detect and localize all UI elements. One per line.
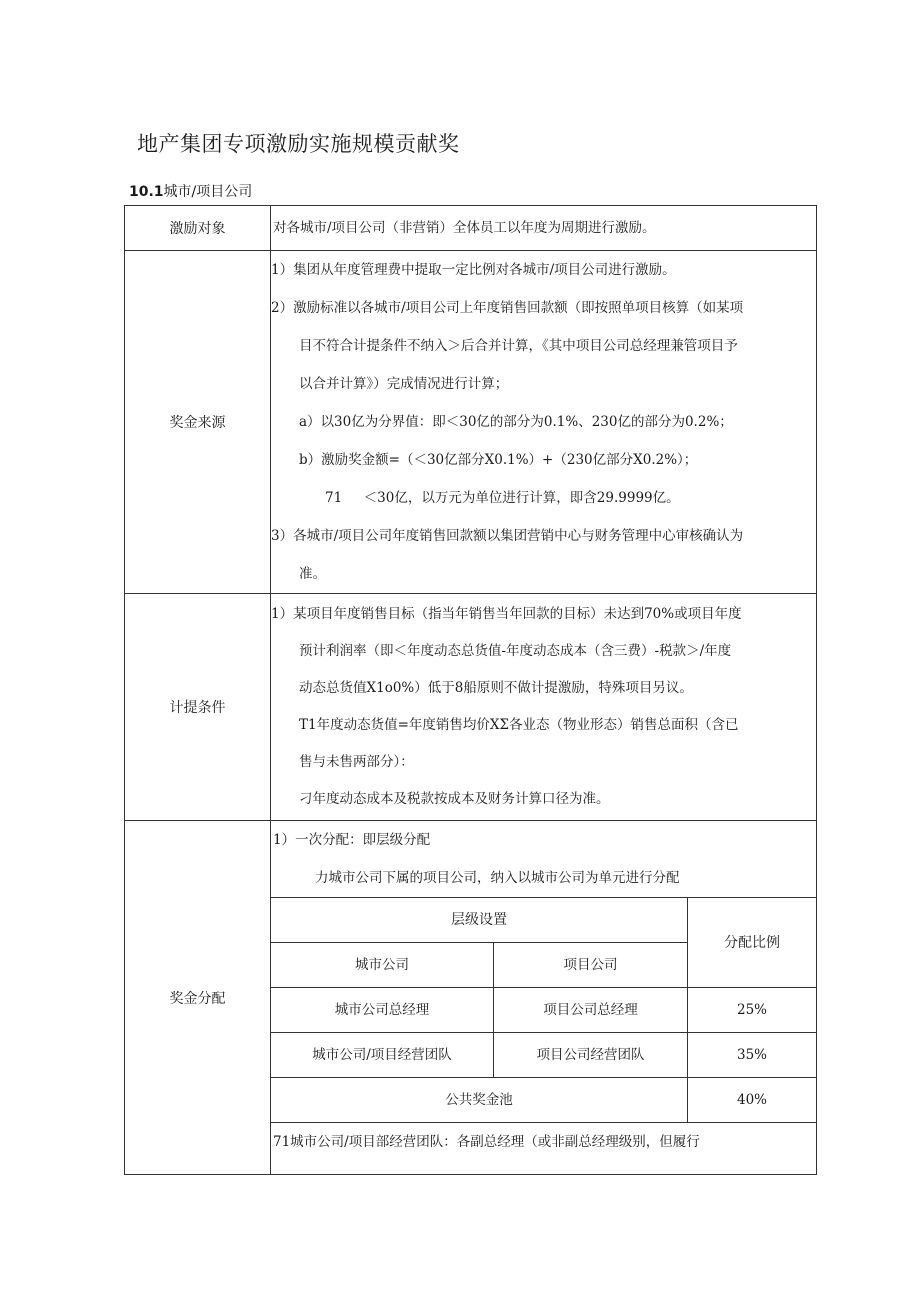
distribution-line: 力城市公司下属的项目公司，纳入以城市公司为单元进行分配 (315, 870, 680, 886)
condition-line: 预计利润率（即＜年度动态总货值-年度动态成本（含三费）-税款＞/年度 (299, 643, 732, 659)
label-target: 激励对象 (125, 206, 271, 251)
distribution-line: 1）一次分配：即层级分配 (273, 832, 431, 848)
content-distribution (271, 821, 817, 1175)
document-title: 地产集团专项激励实施规模贡献奖 (137, 132, 460, 156)
table-row (271, 1078, 816, 1123)
city-role: 城市公司/项目经营团队 (271, 1033, 494, 1078)
condition-line: 刁年度动态成本及税款按成本及财务计算口径为准。 (299, 791, 610, 807)
label-distribution: 奖金分配 (125, 821, 271, 1175)
condition-line: 动态总货值X1o0%）低于8船原则不做计提激励，特殊项目另议。 (299, 680, 693, 696)
label-source: 奖金来源 (125, 251, 271, 594)
target-text: 对各城市/项目公司（非营销）全体员工以年度为周期进行激励。 (273, 220, 656, 236)
header-project: 项目公司 (494, 943, 688, 988)
incentive-table (124, 205, 817, 1175)
table-row (271, 1033, 816, 1078)
header-city: 城市公司 (271, 943, 494, 988)
source-line: 1）集团从年度管理费中提取一定比例对各城市/项目公司进行激励。 (271, 262, 676, 278)
row-distribution (125, 821, 817, 1175)
header-ratio: 分配比例 (688, 898, 817, 988)
row-source (125, 251, 817, 594)
section-number: 10.1 (129, 184, 164, 200)
section-name: 城市/项目公司 (163, 184, 253, 200)
project-role: 项目公司经营团队 (494, 1033, 688, 1078)
distribution-footer: 71城市公司/项目部经营团队：各副总经理（或非副总经理级别，但履行 (273, 1134, 700, 1150)
condition-line: 售与未售两部分）： (299, 754, 414, 770)
header-level: 层级设置 (271, 898, 688, 943)
content-target (271, 206, 817, 251)
pool-ratio: 40% (688, 1078, 817, 1123)
row-target (125, 206, 817, 251)
ratio-value: 25% (688, 988, 817, 1033)
content-condition (271, 594, 817, 821)
allocation-table (271, 897, 816, 1123)
table-row (271, 988, 816, 1033)
label-condition: 计提条件 (125, 594, 271, 821)
ratio-value: 35% (688, 1033, 817, 1078)
source-line: 71 ＜30亿，以万元为单位进行计算，即含29.9999亿。 (325, 490, 680, 506)
content-source (271, 251, 817, 594)
source-line: b）激励奖金额=（＜30亿部分X0.1%）+（230亿部分X0.2%）； (299, 452, 698, 468)
project-role: 项目公司总经理 (494, 988, 688, 1033)
source-line: 3）各城市/项目公司年度销售回款额以集团营销中心与财务管理中心审核确认为 (271, 528, 744, 544)
source-line: 准。 (299, 566, 326, 582)
source-line: 目不符合计提条件不纳入＞后合并计算，《其中项目公司总经理兼管项目予 (299, 338, 738, 354)
pool-label: 公共奖金池 (271, 1078, 688, 1123)
source-line: 2）激励标准以各城市/项目公司上年度销售回款额（即按照单项目核算（如某项 (271, 300, 744, 316)
section-heading (129, 181, 252, 201)
row-condition (125, 594, 817, 821)
condition-line: T1年度动态货值=年度销售均价XΣ各业态（物业形态）销售总面积（含已 (299, 717, 739, 733)
source-line: a）以30亿为分界值：即＜30亿的部分为0.1%、230亿的部分为0.2%； (299, 414, 733, 430)
city-role: 城市公司总经理 (271, 988, 494, 1033)
condition-line: 1）某项目年度销售目标（指当年销售当年回款的目标）未达到70%或项目年度 (271, 606, 742, 622)
source-line: 以合并计算》）完成情况进行计算； (299, 376, 509, 392)
